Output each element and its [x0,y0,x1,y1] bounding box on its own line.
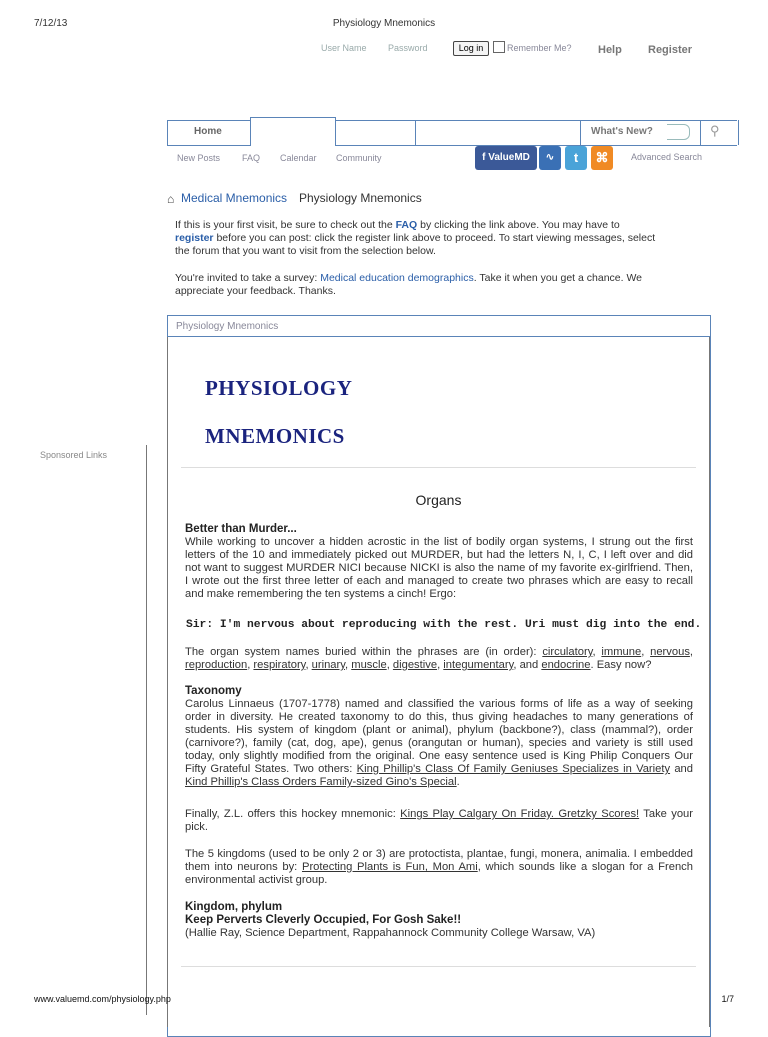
nav-divider [415,120,416,145]
twitter-icon[interactable]: t [565,146,587,170]
subnav-faq[interactable]: FAQ [242,153,261,163]
paragraph-text: . [456,776,460,788]
hockey-paragraph [185,808,693,834]
remember-checkbox[interactable] [493,41,505,53]
mnemonic-link[interactable]: Protecting Plants is Fun, Mon Ami [301,861,478,873]
section-divider [181,966,696,967]
register-link[interactable]: Register [648,44,693,56]
tab-home[interactable]: Home [194,126,222,137]
organ-systems-paragraph: The organ system names buried within the phrases are (in order): circulatory, immune, nervous, reproduction, respiratory, urinary, muscle, digestive, integumentary, and endocrine. Easy now? [185,646,694,671]
nav-divider [700,120,701,145]
login-button[interactable]: Log in [453,41,489,56]
term: digestive [392,659,438,671]
paragraph-text: and [670,763,694,775]
intro-text: the forum that you want to visit from the selection below. [175,245,436,257]
password-field[interactable]: Password [388,43,428,53]
kingdom-phylum-section [185,901,693,940]
survey-text: appreciate your feedback. Thanks. [175,285,336,297]
mnemonic-link[interactable]: King Phillip's Class Of Family Geniuses Specializes in Variety [356,763,671,775]
advanced-search-link[interactable]: Advanced Search [631,152,703,162]
mnemonic-link[interactable]: Kings Play Calgary On Friday. Gretzky Scores! [400,808,640,820]
post-left-border [167,337,168,1027]
print-title: Physiology Mnemonics [332,18,436,29]
term: respiratory [253,659,306,671]
better-than-murder-section [185,523,693,601]
page-title-line1: PHYSIOLOGY [205,376,353,400]
print-date: 7/12/13 [34,18,68,29]
paragraph-text: Easy now? [596,659,652,671]
title-divider [181,467,696,468]
search-input[interactable] [667,124,690,140]
paragraph-text: , which sounds like a slogan for a French environmental activist group. [185,861,693,886]
intro-text: If this is your first visit, be sure to check out the [175,219,396,231]
nav-divider [580,120,581,145]
paragraph-text: Carolus Linnaeus (1707-1778) named and classified the various forms of life as a way of seeking order in diversity. He created taxonomy to do this, thus giving headaches to many generations of students. His system of kingdom (plant or animal), phylum (backbone?), class (mammal?), order (carnivore?), family (cat, dog, ape), genus (orangutan or human), species and variety is still used today, only slightly modified from the original. One easy sentence used is King Philip Conquers Our Fifty Grateful States. Two others: [185,698,693,775]
facebook-button[interactable]: f ValueMD [475,146,537,170]
page-title-line2: MNEMONICS [205,424,345,448]
subnav-new-posts[interactable]: New Posts [177,153,221,163]
term: circulatory [542,646,593,658]
register-inline-link[interactable]: register [175,232,214,244]
rss-icon[interactable]: ⌘ [591,146,613,170]
whats-new-link[interactable]: What's New? [591,126,653,137]
section-heading: Organs [415,492,462,508]
survey-notice [175,272,715,298]
facebook-label: ValueMD [488,152,530,163]
post-right-border [709,337,710,1027]
term: integumentary [443,659,514,671]
paragraph: While working to uncover a hidden acrostic in the list of bodily organ systems, I strung out the first letters of the 10 and immediately picked out MURDER, but had the letters N, I, C, I left over and did not want to suggest MURDER NICI because NICKI is also the name of my favorite ex-girlfriend. Then, I wrote out the first three letter of each and managed to create two phrases which are easy to recall and make remembering the ten systems a cinch! Ergo: [185,536,693,600]
intro-notice [175,219,715,258]
section-subheading: Kingdom, phylum [185,901,283,913]
term: immune [601,646,642,658]
heartbeat-icon[interactable]: ∿ [539,146,561,170]
help-link[interactable]: Help [598,44,622,56]
survey-text: You're invited to take a survey: [175,272,321,284]
mnemonic-link[interactable]: Kind Phillip's Class Orders Family-sized Gino's Special [185,776,457,788]
print-page-number: 1/7 [721,994,734,1004]
paragraph-text: Take your pick. [185,808,693,833]
term: endocrine [541,659,591,671]
survey-text: . Take it when you get a chance. We [473,272,643,284]
faq-link[interactable]: FAQ [395,219,418,231]
sponsored-links-label: Sponsored Links [40,450,108,460]
search-icon[interactable]: ⚲ [710,123,720,138]
breadcrumb-parent[interactable]: Medical Mnemonics [181,191,288,205]
survey-link[interactable]: Medical education demographics [320,272,474,284]
sidebar-divider [146,445,147,1015]
term: urinary [311,659,346,671]
term: nervous [650,646,690,658]
taxonomy-section [185,685,693,789]
breadcrumb-current: Physiology Mnemonics [299,191,422,205]
mnemonic-line: Sir: I'm nervous about reproducing with the rest. Uri must dig into the end. [186,619,702,631]
paragraph-text: Finally, Z.L. offers this hockey mnemonic: [185,808,401,820]
remember-label: Remember Me? [507,43,572,53]
intro-text: by clicking the link above. You may have to [417,219,620,231]
paragraph-text: The 5 kingdoms (used to be only 2 or 3) are protoctista, plantae, fungi, monera, animalia. I embedded them into neurons by: [185,848,693,873]
print-url: www.valuemd.com/physiology.php [34,994,171,1004]
term: muscle [351,659,387,671]
credit-line: (Hallie Ray, Science Department, Rappahannock Community College Warsaw, VA) [185,927,596,939]
mnemonic-heading: Keep Perverts Cleverly Occupied, For Gosh Sake!! [185,914,462,926]
subnav-community[interactable]: Community [336,153,382,163]
subnav-calendar[interactable]: Calendar [280,153,317,163]
term: reproduction [185,659,248,671]
section-subheading: Taxonomy [185,685,242,697]
tab-forum[interactable] [250,117,336,146]
section-subheading: Better than Murder... [185,523,297,535]
kingdoms-paragraph [185,848,693,887]
home-icon[interactable]: ⌂ [167,192,175,206]
intro-text: before you can post: click the register link above to proceed. To start viewing messages, select [213,232,656,244]
post-header-divider [167,336,710,337]
username-field[interactable]: User Name [321,43,367,53]
navbar-top-border [167,120,250,121]
post-header: Physiology Mnemonics [176,321,279,332]
navbar-top-border [335,120,737,121]
paragraph-text: The organ system names buried within the phrases are (in order): [185,646,543,658]
